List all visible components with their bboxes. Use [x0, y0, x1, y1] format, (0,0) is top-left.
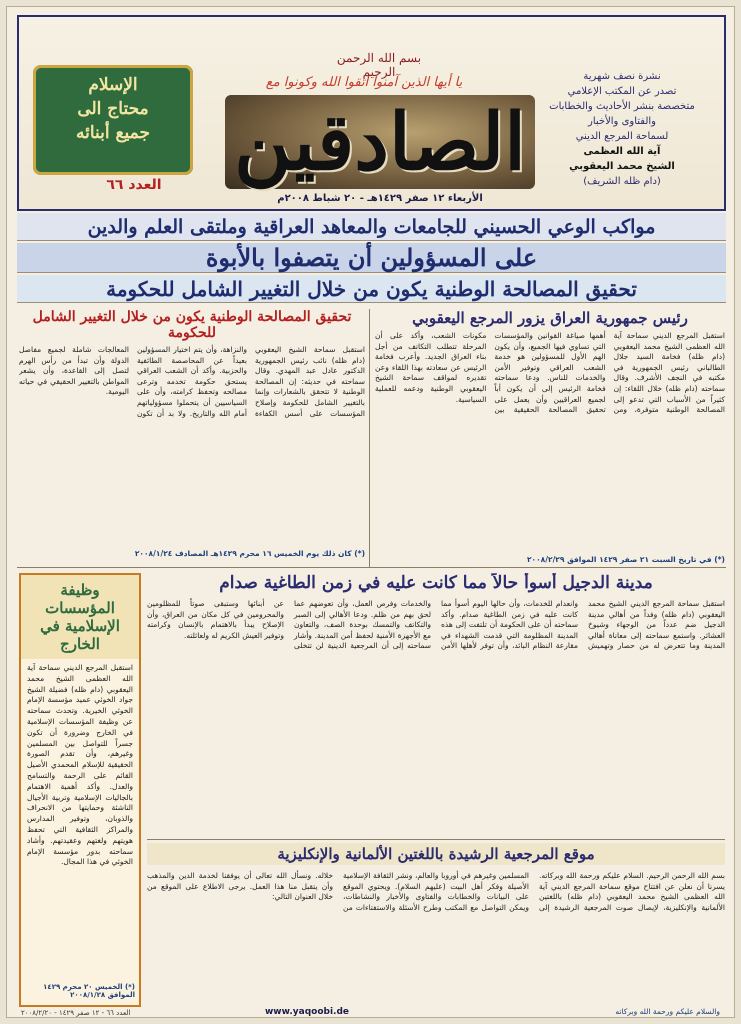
section-divider — [17, 567, 726, 568]
publisher-box — [532, 69, 712, 189]
issue-number: العدد ٦٦ — [106, 177, 162, 193]
article-title: مدينة الدجيل أسوأ حالاً مما كانت عليه في زمن الطاغية صدام — [219, 573, 653, 593]
article-title: رئيس جمهورية العراق يزور المرجع اليعقوبي — [412, 309, 688, 327]
slogan-line: الإسلام — [88, 75, 138, 95]
article-dujail — [147, 573, 725, 835]
newspaper-logo — [225, 95, 535, 189]
article-body: بسم الله الرحمن الرحيم. السلام عليكم ورحمة الله وبركاته. يسرنا أن نعلن عن افتتاح موقع سماحة المرجع الديني آية الله العظمى الشيخ محمد اليعقوبي (دام ظله) باللغتين الألمانية والإنكليزية، لإيصال صوت المرجعية الرشيدة إلى المسلمين وغيرهم في أوروبا والعالم، ونشر الثقافة الإسلامية الأصيلة وفكر أهل البيت (عليهم السلام). ويحتوي الموقع على البيانات والخطابات والفتاوى والأخبار والنشاطات، ويمكن التواصل مع المكتب وطرح الأسئلة والاستفتاءات من خلاله. ونسأل الله تعالى أن يوفقنا لخدمة الدين والمذهب وأن يتقبل منا هذا العمل. يرجى الاطلاع على الموقع من خلال العنوان التالي: — [147, 871, 725, 912]
publisher-line: تصدر عن المكتب الإعلامي — [567, 86, 677, 97]
article-body: استقبل سماحة الشيخ اليعقوبي (دام ظله) نائب رئيس الجمهورية الدكتور عادل عبد المهدي. وقال سماحته في حديثه: إن المصالحة الوطنية لا تتحقق بالشعارات وإنما بالتغيير الشامل للحكومة وإصلاح المؤسسات على أسس الكفاءة والنزاهة، وأن يتم اختيار المسؤولين بعيداً عن المحاصصة الطائفية والحزبية. وأكد أن الشعب العراقي يستحق حكومة تخدمه وترعى مصالحه وتحفظ كرامته، وأن على السياسيين أن يتحملوا مسؤولياتهم أمام الله والتاريخ. ولا بد أن تكون المعالجات شاملة لجميع مفاصل الدولة وأن تبدأ من رأس الهرم لتصل إلى القاعدة، وأن يشعر المواطن بالتغيير الحقيقي في حياته اليومية. — [19, 345, 365, 418]
slogan-box — [33, 65, 193, 175]
sidebar-institutions — [19, 573, 141, 1007]
newspaper-name: الصادقين — [234, 96, 526, 188]
sidebar-footnote: (*) الخميس ٢٠ محرم ١٤٢٩ الموافق ٢٠٠٨/١/٢٨ — [43, 983, 135, 999]
article-website — [147, 843, 725, 1003]
publisher-line: (دام ظله الشريف) — [583, 176, 661, 187]
publisher-line: لسماحة المرجع الديني — [575, 131, 669, 142]
dateline: الأربعاء ١٢ صفر ١٤٢٩هـ - ٢٠ شباط ٢٠٠٨م — [277, 193, 483, 204]
article-title: تحقيق المصالحة الوطنية يكون من خلال التغيير الشامل للحكومة — [32, 309, 352, 341]
headline-2: على المسؤولين أن يتصفوا بالأبوة — [17, 243, 726, 273]
basmala: بسم الله الرحمن الرحيم — [336, 51, 422, 79]
article-body: استقبل المرجع الديني سماحة آية الله العظمى الشيخ محمد اليعقوبي (دام ظله) فخامة السيد جلال الطالباني رئيس الجمهورية في مكتبه في النجف الأشرف. وقال سماحته (دام ظله) خلال اللقاء: إن كثيراً من الأسباب التي تدعو إلى المصالحة الوطنية متوفرة، ومن أهمها صياغة القوانين والمؤسسات التي تساوي فيها الجميع، وأن يكون الهم الأول للمسؤولين هو خدمة الشعب العراقي وتوفير الأمن والخدمات للناس. ودعا سماحته فخامة الرئيس إلى أن يكون أباً لجميع العراقيين وأن يعمل على تحقيق المصالحة الحقيقية بين مكونات الشعب، وأكد على أن المرحلة تتطلب التكاتف من أجل بناء العراق الجديد. وأعرب فخامة الرئيس عن سعادته بهذا اللقاء وعن تقديره لمواقف سماحة الشيخ اليعقوبي الوطنية ودعمه للعملية السياسية. — [375, 331, 725, 415]
website-link[interactable]: www.yaqoobi.de — [264, 1007, 350, 1017]
article-reconciliation — [19, 309, 365, 561]
masthead — [17, 15, 726, 211]
article-footnote: (*) في تاريخ السبت ٢١ صفر ١٤٢٩ الموافق ٢٠٠٨/٢/٢٩ — [526, 555, 725, 564]
article-footnote: (*) كان ذلك يوم الخميس ١٦ محرم ١٤٢٩هـ المصادف ٢٠٠٨/١/٢٤ — [134, 549, 365, 558]
slogan-line: محتاج الى — [77, 99, 149, 119]
headline-3: تحقيق المصالحة الوطنية يكون من خلال التغيير الشامل للحكومة — [17, 275, 726, 303]
article-president-visit — [375, 309, 725, 571]
footer-issue-date: العدد ٦٦ - ١٢ صفر ١٤٢٩ - ٢٠٠٨/٢/٢٠ — [21, 1009, 131, 1017]
sidebar-title: وظيفة المؤسسات الإسلامية في الخارج — [21, 575, 139, 659]
sidebar-body: استقبل المرجع الديني سماحة آية الله العظمى الشيخ محمد اليعقوبي (دام ظله) فضيلة الشيخ جواد الخوئي عميد مؤسسة الإمام الخوئي الخيرية. وتحدث سماحته عن وظيفة المؤسسات الإسلامية في الخارج وضرورة أن تكون جسراً للتواصل بين المسلمين وغيرهم، وأن تقدم الصورة الحقيقية للإسلام المحمدي الأصيل القائم على الرحمة والتسامح والعدل. وأكد أهمية الاهتمام بالجاليات الإسلامية وتربية الأجيال الناشئة وحمايتها من الانحراف والذوبان، وتوفير المدارس والمراكز الثقافية التي تحفظ هويتهم ولغتهم وعقيدتهم. وأشاد سماحته بدور مؤسسة الإمام الخوئي في هذا المجال. — [27, 663, 133, 867]
article-title: موقع المرجعية الرشيدة باللغتين الألمانية والإنكليزية — [147, 843, 725, 865]
publisher-line: متخصصة بنشر الأحاديث والخطابات — [549, 101, 695, 112]
slogan-line: جميع أبنائه — [75, 123, 151, 143]
newspaper-page — [6, 6, 735, 1018]
article-body: استقبل سماحة المرجع الديني الشيخ محمد اليعقوبي (دام ظله) وفداً من أهالي مدينة الدجيل ضم عدداً من الوجهاء وشيوخ العشائر. واستمع سماحته إلى معاناة أهالي المدينة وما تتعرض له من حصار وتهميش وانعدام للخدمات، وأن حالها اليوم أسوأ مما كانت عليه في زمن الطاغية صدام. وأكد سماحته أن على الحكومة أن تلتفت إلى هذه المدينة المظلومة التي قدمت الشهداء في مقارعة النظام البائد، وأن توفر لأهلها الأمن والخدمات وفرص العمل، وأن تعوضهم عما لحق بهم من ظلم. ودعا الأهالي إلى الصبر والتكاتف والتمسك بوحدة الصف، والتعاون مع الأجهزة الأمنية لحفظ أمن المدينة. وأشار سماحته إلى أن المرجعية الدينية لن تتخلى عن أبنائها وستبقى صوتاً للمظلومين والمحرومين في كل مكان من العراق، وأن الإصلاح يبدأ بالاهتمام بالإنسان وكرامته وتوفير العيش الكريم له ولعائلته. — [147, 599, 725, 651]
masthead-verse: يا أيها الذين آمنوا اتقوا الله وكونوا مع — [265, 75, 463, 90]
headline-1: مواكب الوعي الحسيني للجامعات والمعاهد العراقية وملتقى العلم والدين — [17, 213, 726, 241]
column-divider — [369, 309, 370, 567]
publisher-line: الشيخ محمد اليعقوبي — [569, 161, 675, 172]
publisher-line: والفتاوى والأخبار — [588, 116, 656, 127]
publisher-line: آية الله العظمى — [583, 146, 661, 157]
section-divider — [147, 839, 725, 840]
publisher-line: نشرة نصف شهرية — [583, 71, 661, 82]
footer-closing: والسلام عليكم ورحمة الله وبركاته — [615, 1007, 720, 1016]
